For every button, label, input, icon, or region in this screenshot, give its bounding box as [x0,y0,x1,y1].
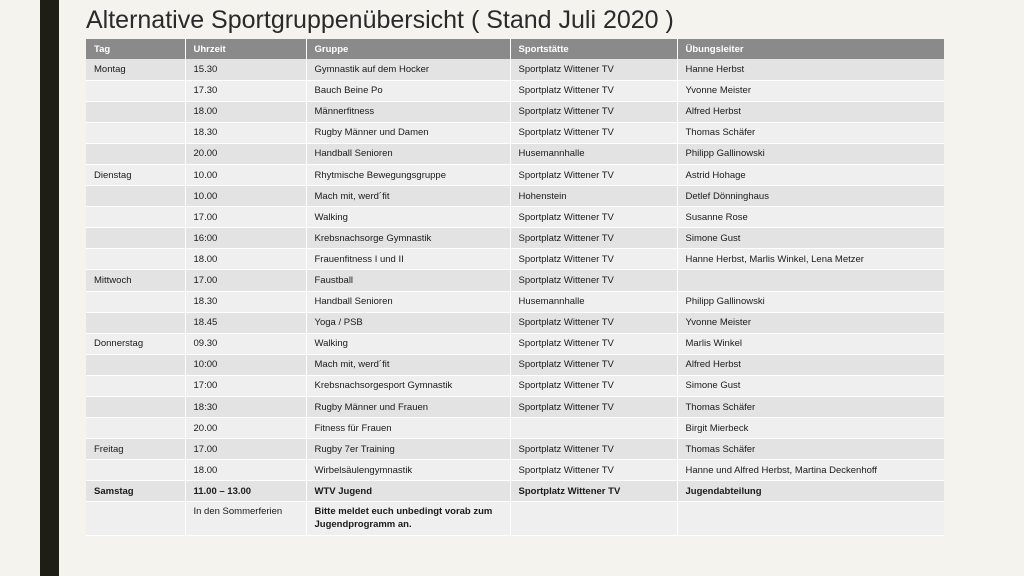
cell-instructor: Thomas Schäfer [677,397,944,418]
cell-time: 18:30 [185,397,306,418]
cell-group: Männerfitness [306,101,510,122]
cell-time: 10.00 [185,186,306,207]
cell-time: 17.00 [185,439,306,460]
left-accent-bar [40,0,59,576]
cell-venue: Sportplatz Wittener TV [510,333,677,354]
cell-day: Dienstag [86,164,185,185]
cell-venue: Sportplatz Wittener TV [510,439,677,460]
cell-group: Rugby 7er Training [306,439,510,460]
cell-group: Gymnastik auf dem Hocker [306,59,510,80]
cell-group: Yoga / PSB [306,312,510,333]
cell-day [86,375,185,396]
cell-venue: Husemannhalle [510,143,677,164]
cell-instructor: Simone Gust [677,228,944,249]
cell-day [86,101,185,122]
cell-group: Frauenfitness I und II [306,249,510,270]
cell-instructor: Philipp Gallinowski [677,143,944,164]
table-row [86,207,944,228]
cell-group: Mach mit, werd´fit [306,354,510,375]
table-row [86,270,944,291]
table-row [86,460,944,481]
cell-instructor: Hanne und Alfred Herbst, Martina Deckenhoff [677,460,944,481]
cell-group: Fitness für Frauen [306,418,510,439]
cell-instructor: Alfred Herbst [677,354,944,375]
table-row [86,312,944,333]
cell-venue: Sportplatz Wittener TV [510,397,677,418]
cell-day [86,122,185,143]
cell-time: 18.00 [185,101,306,122]
cell-instructor: Thomas Schäfer [677,122,944,143]
cell-venue: Sportplatz Wittener TV [510,207,677,228]
cell-time: 17:00 [185,375,306,396]
cell-day [86,502,185,536]
cell-venue: Sportplatz Wittener TV [510,354,677,375]
cell-group: Bauch Beine Po [306,80,510,101]
cell-venue: Sportplatz Wittener TV [510,122,677,143]
cell-day [86,354,185,375]
cell-group: Handball Senioren [306,291,510,312]
cell-group: Walking [306,207,510,228]
table-row [86,164,944,185]
cell-group: Mach mit, werd´fit [306,186,510,207]
cell-venue: Sportplatz Wittener TV [510,59,677,80]
cell-instructor: Thomas Schäfer [677,439,944,460]
cell-venue: Sportplatz Wittener TV [510,101,677,122]
cell-venue [510,418,677,439]
cell-instructor: Alfred Herbst [677,101,944,122]
cell-time: 16:00 [185,228,306,249]
cell-time: 17.30 [185,80,306,101]
cell-instructor: Susanne Rose [677,207,944,228]
table-row [86,354,944,375]
cell-group: Krebsnachsorgesport Gymnastik [306,375,510,396]
cell-group: Krebsnachsorge Gymnastik [306,228,510,249]
header-venue: Sportstätte [510,39,677,59]
cell-venue: Sportplatz Wittener TV [510,312,677,333]
cell-instructor: Simone Gust [677,375,944,396]
cell-venue: Sportplatz Wittener TV [510,228,677,249]
table-row [86,186,944,207]
cell-instructor: Philipp Gallinowski [677,291,944,312]
cell-venue: Sportplatz Wittener TV [510,481,677,502]
cell-time: In den Sommerferien [185,502,306,536]
table-row [86,418,944,439]
cell-day [86,291,185,312]
table-row [86,80,944,101]
cell-venue: Sportplatz Wittener TV [510,460,677,481]
cell-group: WTV Jugend [306,481,510,502]
cell-time: 10.00 [185,164,306,185]
table-row [86,375,944,396]
cell-time: 18.30 [185,291,306,312]
cell-time: 18.30 [185,122,306,143]
cell-venue [510,502,677,536]
cell-group: Bitte meldet euch unbedingt vorab zum Jugendprogramm an. [306,502,510,536]
cell-instructor: Jugendabteilung [677,481,944,502]
cell-venue: Husemannhalle [510,291,677,312]
cell-instructor [677,502,944,536]
cell-time: 17.00 [185,207,306,228]
cell-day: Donnerstag [86,333,185,354]
cell-group: Faustball [306,270,510,291]
cell-instructor: Yvonne Meister [677,312,944,333]
cell-venue: Hohenstein [510,186,677,207]
cell-instructor: Detlef Dönninghaus [677,186,944,207]
cell-day [86,312,185,333]
cell-time: 11.00 – 13.00 [185,481,306,502]
cell-instructor: Astrid Hohage [677,164,944,185]
table-row [86,397,944,418]
cell-day [86,228,185,249]
table-row [86,291,944,312]
cell-day: Samstag [86,481,185,502]
table-row [86,59,944,80]
header-group: Gruppe [306,39,510,59]
sport-group-table [86,39,944,536]
cell-day: Freitag [86,439,185,460]
cell-time: 18.00 [185,249,306,270]
cell-day [86,249,185,270]
table-row [86,439,944,460]
cell-group: Rhytmische Bewegungsgruppe [306,164,510,185]
cell-day [86,418,185,439]
cell-time: 20.00 [185,143,306,164]
cell-time: 10:00 [185,354,306,375]
cell-time: 15.30 [185,59,306,80]
table-row [86,502,944,536]
cell-day: Mittwoch [86,270,185,291]
table-row [86,249,944,270]
cell-venue: Sportplatz Wittener TV [510,270,677,291]
cell-group: Wirbelsäulengymnastik [306,460,510,481]
cell-instructor: Birgit Mierbeck [677,418,944,439]
cell-group: Handball Senioren [306,143,510,164]
cell-group: Rugby Männer und Damen [306,122,510,143]
cell-day [86,186,185,207]
cell-group: Walking [306,333,510,354]
header-day: Tag [86,39,185,59]
header-instructor: Übungsleiter [677,39,944,59]
cell-instructor: Hanne Herbst, Marlis Winkel, Lena Metzer [677,249,944,270]
cell-time: 17.00 [185,270,306,291]
cell-time: 09.30 [185,333,306,354]
cell-venue: Sportplatz Wittener TV [510,375,677,396]
cell-day [86,80,185,101]
cell-day [86,207,185,228]
table-row [86,143,944,164]
cell-venue: Sportplatz Wittener TV [510,249,677,270]
page-title: Alternative Sportgruppenübersicht ( Stand Juli 2020 ) [86,6,674,34]
cell-venue: Sportplatz Wittener TV [510,80,677,101]
cell-venue: Sportplatz Wittener TV [510,164,677,185]
cell-day [86,143,185,164]
table-header-row [86,39,944,59]
cell-day [86,397,185,418]
cell-group: Rugby Männer und Frauen [306,397,510,418]
table-row [86,333,944,354]
cell-instructor: Yvonne Meister [677,80,944,101]
table-row [86,122,944,143]
table-row [86,481,944,502]
table-row [86,228,944,249]
cell-instructor [677,270,944,291]
cell-instructor: Hanne Herbst [677,59,944,80]
cell-time: 18.00 [185,460,306,481]
cell-day [86,460,185,481]
cell-time: 18.45 [185,312,306,333]
cell-day: Montag [86,59,185,80]
header-time: Uhrzeit [185,39,306,59]
cell-time: 20.00 [185,418,306,439]
table-row [86,101,944,122]
cell-instructor: Marlis Winkel [677,333,944,354]
